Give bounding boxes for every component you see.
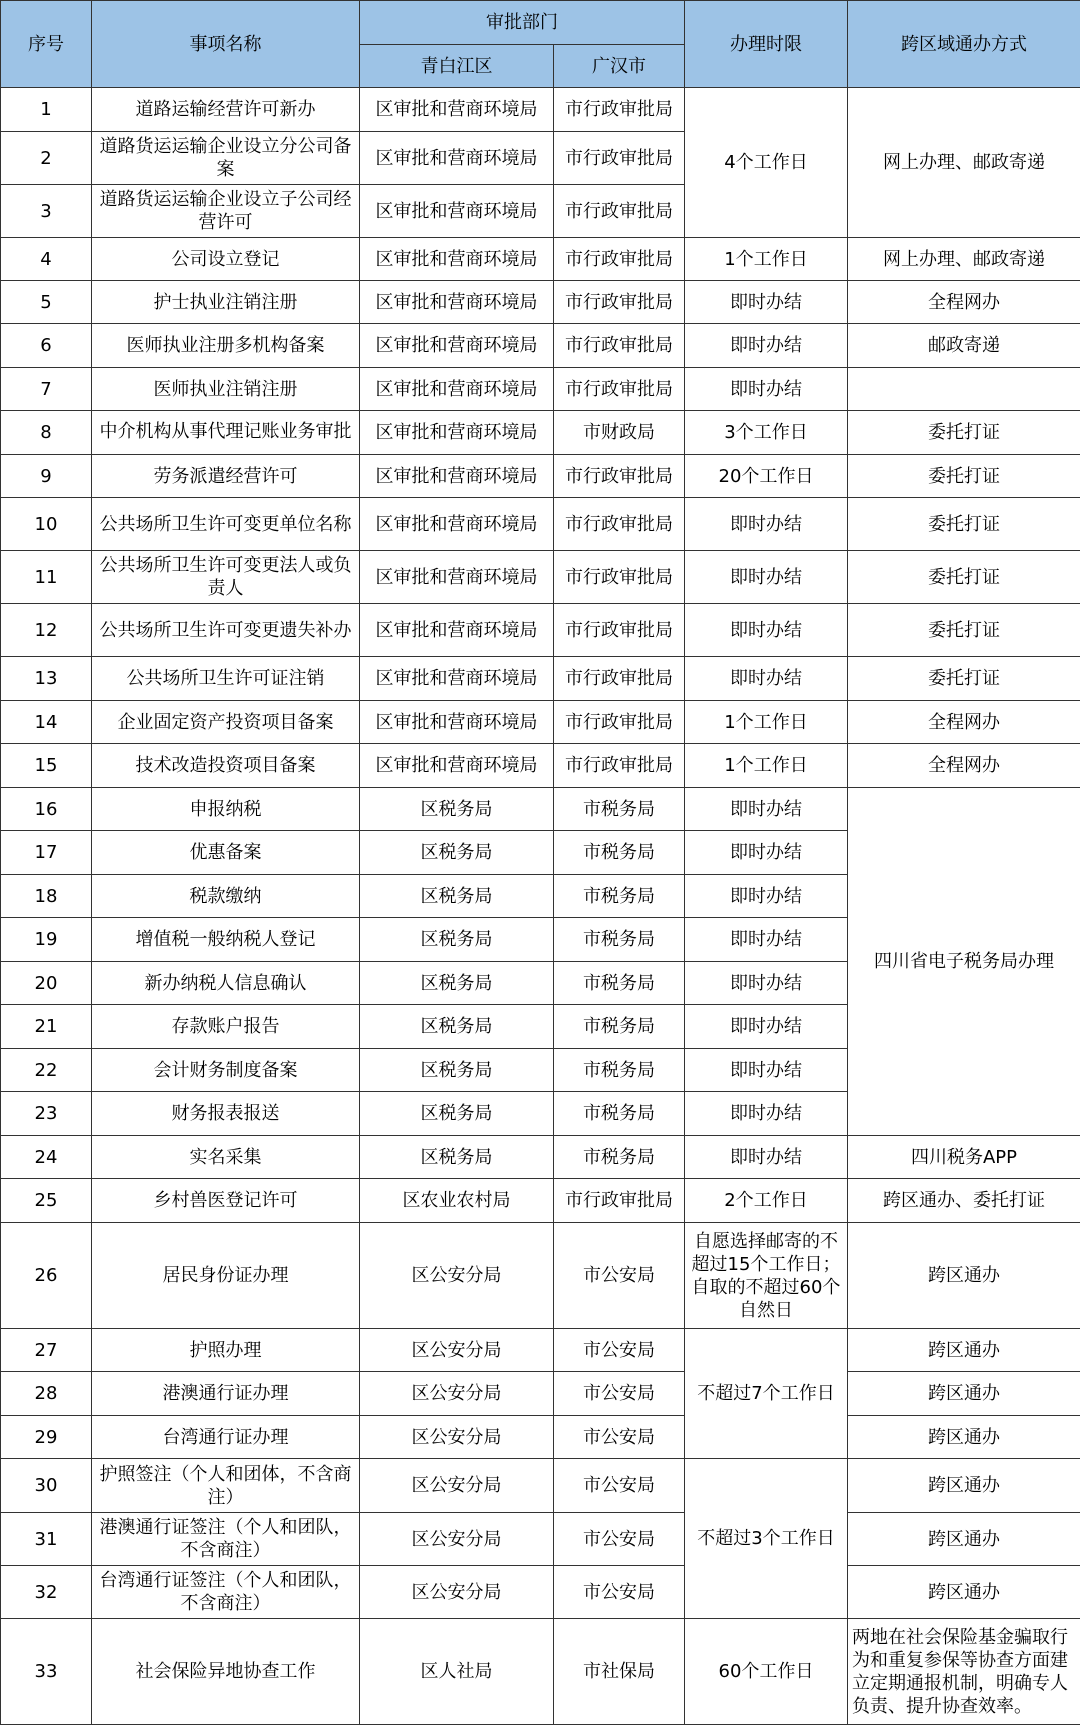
row-method: 跨区通办 — [848, 1223, 1080, 1329]
row-method: 全程网办 — [848, 701, 1080, 744]
row-name: 新办纳税人信息确认 — [92, 962, 360, 1005]
header-no: 序号 — [1, 1, 92, 88]
row-method: 委托打证 — [848, 498, 1080, 551]
row-no: 29 — [1, 1416, 92, 1459]
row-time: 即时办结 — [685, 657, 848, 701]
row-time: 自愿选择邮寄的不超过15个工作日；自取的不超过60个自然日 — [685, 1223, 848, 1329]
row-no: 33 — [1, 1619, 92, 1725]
row-dept-b: 市公安局 — [554, 1372, 685, 1416]
table-row — [1, 701, 1080, 744]
table-row — [1, 368, 1080, 411]
row-dept-b: 市行政审批局 — [554, 657, 685, 701]
row-dept-b: 市税务局 — [554, 1136, 685, 1179]
row-dept-b: 市行政审批局 — [554, 368, 685, 411]
row-method: 委托打证 — [848, 455, 1080, 498]
table-row — [1, 411, 1080, 455]
row-name: 护士执业注销注册 — [92, 281, 360, 324]
row-name: 道路运输经营许可新办 — [92, 88, 360, 132]
row-no: 10 — [1, 498, 92, 551]
table-row — [1, 744, 1080, 788]
row-dept-b: 市税务局 — [554, 1049, 685, 1092]
table-row — [1, 1329, 1080, 1372]
table-row — [1, 1416, 1080, 1459]
row-name: 会计财务制度备案 — [92, 1049, 360, 1092]
table-row — [1, 1223, 1080, 1329]
row-dept-b: 市行政审批局 — [554, 551, 685, 604]
row-dept-b: 市公安局 — [554, 1416, 685, 1459]
row-no: 11 — [1, 551, 92, 604]
row-name: 实名采集 — [92, 1136, 360, 1179]
row-time: 即时办结 — [685, 498, 848, 551]
row-dept-a: 区审批和营商环境局 — [360, 604, 554, 657]
row-method: 跨区通办 — [848, 1416, 1080, 1459]
row-no: 32 — [1, 1566, 92, 1619]
row-no: 31 — [1, 1513, 92, 1566]
row-dept-b: 市财政局 — [554, 411, 685, 455]
table-row — [1, 1459, 1080, 1513]
row-method: 委托打证 — [848, 657, 1080, 701]
row-no: 1 — [1, 88, 92, 132]
row-name: 技术改造投资项目备案 — [92, 744, 360, 788]
row-time: 1个工作日 — [685, 701, 848, 744]
row-time: 2个工作日 — [685, 1179, 848, 1223]
row-name-cell — [92, 411, 360, 455]
row-no: 12 — [1, 604, 92, 657]
row-dept-a: 区审批和营商环境局 — [360, 238, 554, 281]
row-name: 公共场所卫生许可证注销 — [92, 657, 360, 701]
row-name: 优惠备案 — [92, 831, 360, 875]
row-name: 劳务派遣经营许可 — [92, 455, 360, 498]
row-name: 医师执业注销注册 — [92, 368, 360, 411]
row-dept-b: 市公安局 — [554, 1513, 685, 1566]
header-method: 跨区域通办方式 — [848, 1, 1080, 88]
row-dept-a: 区审批和营商环境局 — [360, 132, 554, 185]
row-no: 30 — [1, 1459, 92, 1513]
row-no: 24 — [1, 1136, 92, 1179]
row-method — [848, 368, 1080, 411]
row-no: 28 — [1, 1372, 92, 1416]
row-dept-a: 区人社局 — [360, 1619, 554, 1725]
row-method: 四川税务APP — [848, 1136, 1080, 1179]
row-no: 21 — [1, 1005, 92, 1049]
row-dept-a: 区农业农村局 — [360, 1179, 554, 1223]
row-no: 14 — [1, 701, 92, 744]
row-no: 23 — [1, 1092, 92, 1136]
row-dept-a: 区审批和营商环境局 — [360, 701, 554, 744]
table-row — [1, 788, 1080, 831]
row-dept-a: 区审批和营商环境局 — [360, 551, 554, 604]
row-dept-b: 市行政审批局 — [554, 744, 685, 788]
row-name: 道路货运运输企业设立子公司经营许可 — [92, 185, 360, 238]
row-time-merged: 不超过3个工作日 — [685, 1459, 848, 1619]
row-name: 增值税一般纳税人登记 — [92, 918, 360, 962]
row-dept-a: 区审批和营商环境局 — [360, 281, 554, 324]
row-time: 即时办结 — [685, 918, 848, 962]
row-time: 即时办结 — [685, 788, 848, 831]
row-name: 乡村兽医登记许可 — [92, 1179, 360, 1223]
row-dept-b: 市行政审批局 — [554, 324, 685, 368]
row-name: 医师执业注册多机构备案 — [92, 324, 360, 368]
header-dept-guanghan: 广汉市 — [554, 45, 685, 88]
row-dept-b: 市税务局 — [554, 875, 685, 918]
row-name: 台湾通行证签注（个人和团队，不含商注） — [92, 1566, 360, 1619]
row-name: 公司设立登记 — [92, 238, 360, 281]
row-dept-a: 区公安分局 — [360, 1223, 554, 1329]
row-time: 即时办结 — [685, 281, 848, 324]
row-no: 13 — [1, 657, 92, 701]
row-name: 存款账户报告 — [92, 1005, 360, 1049]
row-dept-a: 区审批和营商环境局 — [360, 88, 554, 132]
row-no: 19 — [1, 918, 92, 962]
row-time: 1个工作日 — [685, 238, 848, 281]
row-no: 9 — [1, 455, 92, 498]
row-no: 16 — [1, 788, 92, 831]
table-row — [1, 1566, 1080, 1619]
row-method: 委托打证 — [848, 551, 1080, 604]
row-no: 25 — [1, 1179, 92, 1223]
row-name: 道路货运运输企业设立分公司备案 — [92, 132, 360, 185]
row-method: 全程网办 — [848, 744, 1080, 788]
row-name: 公共场所卫生许可变更单位名称 — [92, 498, 360, 551]
row-dept-a: 区审批和营商环境局 — [360, 411, 554, 455]
row-dept-b: 市税务局 — [554, 831, 685, 875]
row-method: 跨区通办、委托打证 — [848, 1179, 1080, 1223]
row-name: 护照签注（个人和团体，不含商注） — [92, 1459, 360, 1513]
row-dept-a: 区审批和营商环境局 — [360, 498, 554, 551]
row-no: 5 — [1, 281, 92, 324]
row-name: 财务报表报送 — [92, 1092, 360, 1136]
row-method: 全程网办 — [848, 281, 1080, 324]
row-name: 港澳通行证办理 — [92, 1372, 360, 1416]
row-no: 22 — [1, 1049, 92, 1092]
row-time: 1个工作日 — [685, 744, 848, 788]
row-name: 申报纳税 — [92, 788, 360, 831]
row-no: 2 — [1, 132, 92, 185]
row-no: 27 — [1, 1329, 92, 1372]
row-method: 两地在社会保险基金骗取行为和重复参保等协查方面建立定期通报机制，明确专人负责、提升协查效率。 — [848, 1619, 1080, 1725]
row-dept-b: 市公安局 — [554, 1566, 685, 1619]
row-method: 委托打证 — [848, 604, 1080, 657]
row-time: 即时办结 — [685, 962, 848, 1005]
row-name: 企业固定资产投资项目备案 — [92, 701, 360, 744]
row-dept-b: 市行政审批局 — [554, 604, 685, 657]
row-name: 居民身份证办理 — [92, 1223, 360, 1329]
table-row — [1, 551, 1080, 604]
table-row — [1, 88, 1080, 132]
row-name: 税款缴纳 — [92, 875, 360, 918]
row-no: 4 — [1, 238, 92, 281]
row-dept-b: 市行政审批局 — [554, 238, 685, 281]
row-dept-b: 市行政审批局 — [554, 185, 685, 238]
table-row — [1, 604, 1080, 657]
row-time: 3个工作日 — [685, 411, 848, 455]
row-dept-b: 市公安局 — [554, 1329, 685, 1372]
row-dept-b: 市税务局 — [554, 918, 685, 962]
row-time-merged: 4个工作日 — [685, 88, 848, 238]
row-no: 15 — [1, 744, 92, 788]
table-row — [1, 455, 1080, 498]
table-row — [1, 1136, 1080, 1179]
row-method-merged: 四川省电子税务局办理 — [848, 788, 1080, 1136]
row-method: 跨区通办 — [848, 1459, 1080, 1513]
row-method: 跨区通办 — [848, 1329, 1080, 1372]
row-dept-b: 市税务局 — [554, 962, 685, 1005]
row-dept-a: 区公安分局 — [360, 1372, 554, 1416]
row-name: 护照办理 — [92, 1329, 360, 1372]
header-dept-qingbaijiang: 青白江区 — [360, 45, 554, 88]
row-time: 60个工作日 — [685, 1619, 848, 1725]
table-row — [1, 498, 1080, 551]
row-dept-b: 市公安局 — [554, 1223, 685, 1329]
row-no: 20 — [1, 962, 92, 1005]
row-time: 即时办结 — [685, 368, 848, 411]
row-method: 邮政寄递 — [848, 324, 1080, 368]
row-dept-a: 区审批和营商环境局 — [360, 324, 554, 368]
row-dept-a: 区税务局 — [360, 1136, 554, 1179]
row-dept-a: 区税务局 — [360, 1049, 554, 1092]
table-row — [1, 1372, 1080, 1416]
row-dept-a: 区公安分局 — [360, 1329, 554, 1372]
row-dept-a: 区税务局 — [360, 1092, 554, 1136]
row-dept-a: 区税务局 — [360, 875, 554, 918]
row-dept-a: 区税务局 — [360, 831, 554, 875]
row-dept-b: 市行政审批局 — [554, 132, 685, 185]
row-no: 3 — [1, 185, 92, 238]
row-method: 跨区通办 — [848, 1566, 1080, 1619]
row-name: 社会保险异地协查工作 — [92, 1619, 360, 1725]
header-time: 办理时限 — [685, 1, 848, 88]
table-row — [1, 238, 1080, 281]
row-dept-a: 区公安分局 — [360, 1459, 554, 1513]
table-row — [1, 324, 1080, 368]
header-name: 事项名称 — [92, 1, 360, 88]
row-dept-a: 区公安分局 — [360, 1513, 554, 1566]
row-time: 即时办结 — [685, 1092, 848, 1136]
row-method: 跨区通办 — [848, 1513, 1080, 1566]
row-dept-a: 区公安分局 — [360, 1416, 554, 1459]
table-row — [1, 657, 1080, 701]
row-method: 网上办理、邮政寄递 — [848, 238, 1080, 281]
table-row — [1, 1179, 1080, 1223]
row-dept-a: 区审批和营商环境局 — [360, 657, 554, 701]
row-dept-b: 市社保局 — [554, 1619, 685, 1725]
header-dept: 审批部门 — [360, 1, 685, 45]
row-dept-a: 区审批和营商环境局 — [360, 744, 554, 788]
row-name: 公共场所卫生许可变更遗失补办 — [92, 604, 360, 657]
row-time: 即时办结 — [685, 1136, 848, 1179]
row-dept-b: 市公安局 — [554, 1459, 685, 1513]
row-dept-a: 区税务局 — [360, 918, 554, 962]
row-time: 即时办结 — [685, 1005, 848, 1049]
row-time: 即时办结 — [685, 604, 848, 657]
row-dept-a: 区审批和营商环境局 — [360, 455, 554, 498]
table-row — [1, 281, 1080, 324]
row-dept-b: 市行政审批局 — [554, 88, 685, 132]
row-dept-b: 市税务局 — [554, 788, 685, 831]
row-dept-a: 区税务局 — [360, 962, 554, 1005]
row-method: 跨区通办 — [848, 1372, 1080, 1416]
row-dept-b: 市行政审批局 — [554, 455, 685, 498]
row-no: 6 — [1, 324, 92, 368]
row-dept-a: 区税务局 — [360, 788, 554, 831]
row-time: 即时办结 — [685, 324, 848, 368]
table-row — [1, 1513, 1080, 1566]
table-row — [1, 1619, 1080, 1725]
row-no: 17 — [1, 831, 92, 875]
row-dept-b: 市行政审批局 — [554, 498, 685, 551]
row-dept-b: 市行政审批局 — [554, 701, 685, 744]
row-time: 即时办结 — [685, 875, 848, 918]
row-time: 即时办结 — [685, 551, 848, 604]
row-no: 26 — [1, 1223, 92, 1329]
row-dept-a: 区税务局 — [360, 1005, 554, 1049]
row-no: 18 — [1, 875, 92, 918]
row-time-merged: 不超过7个工作日 — [685, 1329, 848, 1459]
row-name: 台湾通行证办理 — [92, 1416, 360, 1459]
row-no: 7 — [1, 368, 92, 411]
row-dept-a: 区审批和营商环境局 — [360, 368, 554, 411]
row-dept-a: 区公安分局 — [360, 1566, 554, 1619]
row-dept-b: 市行政审批局 — [554, 281, 685, 324]
row-dept-b: 市行政审批局 — [554, 1179, 685, 1223]
row-name: 中介机构从事代理记账业务审批 — [99, 420, 352, 442]
row-no: 8 — [1, 411, 92, 455]
row-dept-a: 区审批和营商环境局 — [360, 185, 554, 238]
row-method-merged: 网上办理、邮政寄递 — [848, 88, 1080, 238]
row-dept-b: 市税务局 — [554, 1092, 685, 1136]
row-time: 20个工作日 — [685, 455, 848, 498]
row-name: 公共场所卫生许可变更法人或负责人 — [92, 551, 360, 604]
row-time: 即时办结 — [685, 1049, 848, 1092]
row-time: 即时办结 — [685, 831, 848, 875]
row-dept-b: 市税务局 — [554, 1005, 685, 1049]
row-method: 委托打证 — [848, 411, 1080, 455]
row-name: 港澳通行证签注（个人和团队，不含商注） — [92, 1513, 360, 1566]
